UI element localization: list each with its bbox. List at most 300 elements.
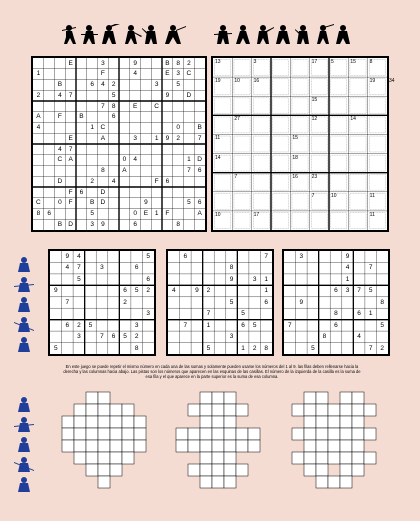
cage-outline [350,212,366,228]
given-digit: F [68,188,73,196]
given-digit: 3 [77,333,81,341]
puzzle-cell [224,428,236,440]
given-digit: 3 [90,220,94,228]
cage-sum: 23 [311,173,318,180]
given-digit: B [197,124,202,131]
puzzle-cell [188,440,200,452]
ninja-icon [14,317,34,332]
given-digit: D [186,91,192,99]
puzzle-cell [134,440,146,452]
puzzle-cell [200,404,212,416]
puzzle-cell [352,464,364,476]
given-digit: 2 [77,321,81,329]
puzzle-cell [98,464,110,476]
given-digit: 7 [65,298,70,306]
given-digit: 3 [146,310,151,318]
given-digit: 9 [195,287,199,295]
given-digit: 5 [380,321,385,329]
cage-outline [273,79,289,95]
given-digit: C [36,199,41,207]
cage-sum: 11 [215,135,221,142]
cage-sum: 8 [369,59,373,65]
given-digit: F [68,199,73,207]
puzzle-cell [188,428,200,440]
cage-outline [273,117,289,133]
given-digit: 4 [171,287,176,295]
given-digit: F [100,70,105,78]
cage-outline [311,212,327,228]
cage-sum: 3 [253,59,257,65]
given-digit: A [68,156,73,164]
cage-outline [292,193,308,209]
given-digit: 9 [165,91,170,99]
puzzle-cell [200,428,212,440]
puzzle-cell [352,416,364,428]
given-digit: 2 [146,287,151,295]
cage-outline [253,193,269,209]
puzzle-cell [110,464,122,476]
cage-sum: 15 [292,135,298,142]
puzzle-cell [316,476,328,488]
puzzle-cell [364,452,376,464]
puzzle-cell [200,392,212,404]
given-digit: 6 [241,321,245,329]
cage-outline [215,98,231,114]
cage-sum: 11 [369,211,375,218]
puzzle-cell [224,464,236,476]
given-digit: 4 [77,253,81,260]
cage-outline [350,98,366,114]
given-digit: 5 [311,344,315,352]
puzzle-cell [86,464,98,476]
given-digit: D [197,156,202,164]
side-ninjas-bottom [14,396,34,496]
given-digit: 6 [146,275,151,283]
puzzle-cell [86,416,98,428]
given-digit: 6 [264,298,269,306]
puzzle-cell [340,428,352,440]
puzzle-cell [352,404,364,416]
given-digit: A [36,113,41,121]
puzzle-cell [110,428,122,440]
small-sudoku-2 [166,249,274,356]
given-digit: 1 [154,134,159,142]
puzzle-cell [328,440,340,452]
given-digit: 5 [229,298,234,306]
given-digit: 2 [90,177,94,185]
ninja-icon [317,24,334,44]
given-digit: 6 [111,333,116,341]
cage-outline [253,155,269,171]
puzzle-cell [86,428,98,440]
cage-outline [350,79,366,95]
puzzle-cell [316,428,328,440]
puzzle-cell [86,452,98,464]
given-digit: F [154,177,159,185]
given-digit: F [57,113,62,121]
puzzle-cell [176,440,188,452]
given-digit: D [100,188,106,196]
puzzle-cell [236,464,248,476]
given-digit: 2 [123,298,127,306]
given-digit: 3 [299,253,304,260]
given-digit: 2 [176,134,180,142]
cage-outline [234,212,250,228]
puzzle-cell [74,404,86,416]
puzzle-cell [340,440,352,452]
puzzle-cell [224,452,236,464]
cage-outline [331,79,347,95]
puzzle-cell [236,404,248,416]
given-digit: 4 [357,333,361,341]
given-digit: 3 [133,134,137,142]
cross-sum-puzzle-3 [282,386,386,496]
given-digit: 6 [133,220,137,228]
puzzle-cell [224,392,236,404]
puzzle-cell [212,440,224,452]
given-digit: 2 [380,344,385,352]
puzzle-cell [316,440,328,452]
given-digit: 9 [133,59,137,67]
given-digit: 3 [154,81,159,88]
puzzle-cell [98,452,110,464]
given-digit: C [57,156,63,164]
cage-sum: 7 [311,192,315,199]
small-sudoku-1 [48,249,156,356]
given-digit: 9 [345,253,350,260]
cage-outline [311,155,327,171]
ninja-icon [14,277,34,292]
puzzle-cell [316,452,328,464]
puzzle-cell [340,404,352,416]
puzzle-cell [328,428,340,440]
puzzle-cell [212,452,224,464]
puzzle-cell [364,428,376,440]
puzzle-cell [98,392,110,404]
given-digit: 8 [111,102,116,110]
puzzle-cell [352,428,364,440]
puzzle-cell [316,392,328,404]
cage-outline [273,98,289,114]
given-digit: D [68,220,73,228]
cage-outline [350,155,366,171]
given-digit: 7 [368,264,373,272]
given-digit: 8 [176,59,180,67]
cage-outline [253,174,269,190]
ninja-icon [18,397,30,412]
puzzle-cell [200,476,212,488]
given-digit: B [165,59,170,67]
ninja-icon [18,437,30,452]
given-digit: 2 [187,59,191,67]
given-digit: 9 [53,287,58,295]
puzzle-cell [122,452,134,464]
cage-outline [273,174,289,190]
puzzle-cell [304,440,316,452]
ninja-icon [276,25,290,44]
cage-outline [253,98,269,114]
given-digit: 6 [47,210,51,217]
given-digit: E [143,210,149,217]
given-digit: C [154,102,159,110]
given-digit: 3 [252,275,257,283]
given-digit: 8 [101,167,105,174]
ninja-icon [102,24,120,44]
given-digit: C [100,124,106,131]
cage-outline [350,193,366,209]
puzzle-cell [122,404,134,416]
puzzle-cell [236,428,248,440]
given-digit: 5 [77,275,81,283]
puzzle-cell [316,416,328,428]
given-digit: 5 [88,321,93,329]
given-digit: B [57,81,63,88]
given-digit: 7 [187,167,191,174]
puzzle-cell [212,392,224,404]
cage-sum: 16 [253,78,260,85]
puzzle-cell [188,404,200,416]
cage-outline [253,136,269,152]
puzzle-cell [200,452,212,464]
puzzle-cell [340,392,352,404]
given-digit: 6 [357,310,361,318]
given-digit: B [89,199,95,207]
cage-sum: 19 [369,78,376,85]
given-digit: 5 [123,333,127,341]
puzzle-cell [304,428,316,440]
puzzle-cell [328,416,340,428]
cage-outline [234,136,250,152]
given-digit: A [197,210,202,217]
given-digit: 5 [53,344,58,352]
puzzle-cell [110,404,122,416]
cage-outline [234,60,250,76]
puzzle-cell [304,464,316,476]
given-digit: E [165,70,170,78]
puzzle-cell [98,416,110,428]
puzzle-cell [328,452,340,464]
puzzle-cell [292,428,304,440]
given-digit: E [68,134,73,142]
given-digit: 4 [65,264,70,272]
given-digit: 8 [134,344,139,352]
given-digit: 9 [165,134,170,142]
cage-outline [292,98,308,114]
cage-sum: 18 [292,154,298,161]
given-digit: 3 [176,70,180,78]
puzzle-cell [122,416,134,428]
puzzle-cell [74,428,86,440]
given-digit: 5 [134,287,139,295]
puzzle-cell [134,428,146,440]
header-ninjas-right [214,24,354,46]
cage-outline [369,174,385,190]
ninja-icon [142,25,157,44]
given-digit: 8 [229,264,234,272]
cage-outline [331,155,347,171]
given-digit: 5 [146,253,151,260]
given-digit: 7 [68,91,73,99]
ninja-icon [336,25,350,44]
puzzle-cell [292,452,304,464]
puzzle-cell [328,404,340,416]
given-digit: 4 [58,145,62,153]
cage-outline [253,117,269,133]
puzzle-cell [364,404,376,416]
cage-outline [331,117,347,133]
cage-outline [369,155,385,171]
puzzle-cell [74,440,86,452]
given-digit: 7 [100,333,104,341]
puzzle-cell [316,404,328,416]
cage-outline [292,212,308,228]
given-digit: 4 [58,91,62,99]
given-digit: 6 [197,199,202,207]
puzzle-cell [110,440,122,452]
given-digit: 5 [111,91,116,99]
cage-outline [311,136,327,152]
cage-outline [292,117,308,133]
cage-sum: 7 [234,173,238,180]
cage-sum: 12 [311,116,318,123]
cage-outline [331,212,347,228]
given-digit: 2 [206,287,211,295]
killer-sudoku-grid [211,56,395,232]
ninja-icon [14,457,34,472]
puzzle-cell [86,392,98,404]
given-digit: 5 [206,344,211,352]
header-ninjas-left [60,24,190,46]
cage-sum: 14 [215,154,221,161]
ninja-icon [295,25,309,44]
cage-sum: 27 [234,116,240,123]
cage-outline [331,98,347,114]
puzzle-cell [200,440,212,452]
ninja-icon [18,337,30,352]
puzzle-cell [98,476,110,488]
puzzle-cell [98,428,110,440]
cage-outline [273,212,289,228]
puzzle-cell [62,416,74,428]
puzzle-cell [304,404,316,416]
cage-outline [350,174,366,190]
given-digit: 0 [58,199,62,207]
cage-outline [234,98,250,114]
cage-sum: 10 [331,192,337,199]
puzzle-cell [98,404,110,416]
puzzle-cell [86,440,98,452]
given-digit: 1 [154,210,159,217]
given-digit: 9 [65,253,70,260]
puzzle-cell [212,476,224,488]
given-digit: 5 [90,210,94,217]
given-digit: 8 [380,298,385,306]
small-sudoku-3 [282,249,390,356]
given-digit: 8 [334,310,338,318]
puzzle-cell [212,464,224,476]
given-digit: D [100,199,106,207]
given-digit: 1 [368,310,373,318]
puzzle-cell [212,404,224,416]
cage-sum: 17 [253,211,260,218]
given-digit: 2 [252,344,257,352]
ninja-icon [62,25,76,44]
puzzle-cell [248,428,260,440]
puzzle-cell [340,476,352,488]
puzzle-cell [340,416,352,428]
cage-outline [369,136,385,152]
cage-sum: 15 [311,97,318,104]
given-digit: 5 [187,199,191,207]
given-digit: A [100,134,106,142]
given-digit: 1 [264,287,269,295]
given-digit: 7 [197,134,202,142]
puzzle-cell [340,464,352,476]
given-digit: 7 [368,344,373,352]
given-digit: B [79,113,84,121]
given-digit: 3 [101,59,105,67]
given-digit: 1 [206,321,211,329]
cage-sum: 14 [350,116,356,123]
ninja-icon [236,25,250,44]
given-digit: 6 [123,287,127,295]
puzzle-cell [62,428,74,440]
puzzle-cell [248,440,260,452]
cross-sum-puzzle-2 [166,386,270,496]
hex-sudoku-grid [31,56,207,232]
cage-sum: 15 [350,59,356,65]
given-digit: 5 [176,81,180,88]
given-digit: 1 [264,275,269,283]
ninja-icon [125,25,142,44]
given-digit: 0 [122,156,127,164]
given-digit: 9 [101,220,105,228]
given-digit: 4 [345,264,350,272]
given-digit: 4 [133,156,137,164]
given-digit: 3 [100,264,104,272]
given-digit: 8 [36,210,41,217]
given-digit: 8 [264,344,269,352]
puzzle-cell [304,452,316,464]
cage-outline [369,117,385,133]
puzzle-cell [224,440,236,452]
cage-outline [292,79,308,95]
ninja-icon [18,257,30,272]
puzzle-cell [236,440,248,452]
given-digit: 1 [345,275,350,283]
puzzle-cell [224,416,236,428]
puzzle-cell [122,440,134,452]
puzzle-cell [212,428,224,440]
cage-outline [273,155,289,171]
puzzle-cell [110,416,122,428]
puzzle-cell [352,452,364,464]
cage-sum: 10 [234,78,240,85]
given-digit: 5 [368,287,373,295]
given-digit: 7 [101,102,105,110]
given-digit: 4 [36,124,41,131]
cage-sum: 13 [215,59,221,65]
puzzle-cell [200,416,212,428]
given-digit: 4 [101,81,105,88]
given-digit: 6 [90,81,94,88]
given-digit: 5 [241,310,245,318]
given-digit: 5 [252,321,257,329]
cage-outline [215,193,231,209]
cage-sum: 16 [292,173,298,180]
cage-outline [273,193,289,209]
ninja-icon [14,417,34,432]
